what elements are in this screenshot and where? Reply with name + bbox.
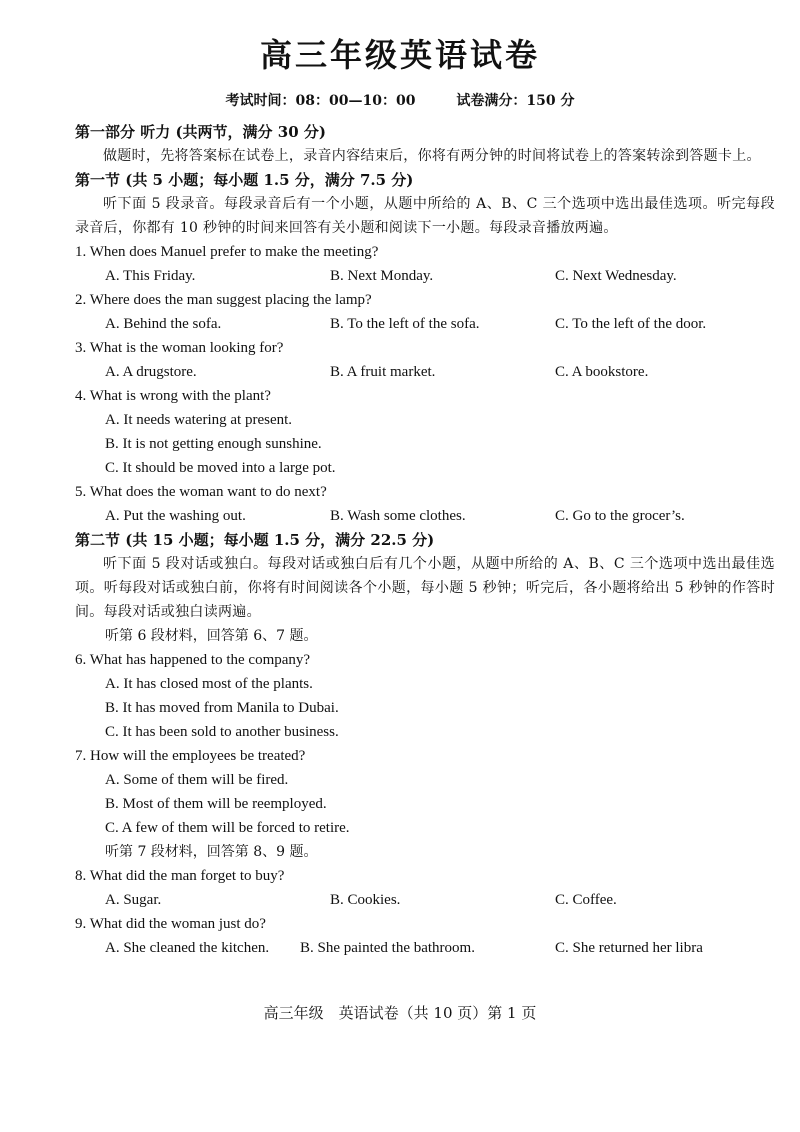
option-b: B. Cookies.: [330, 892, 401, 908]
option-a: A. Behind the sofa.: [105, 316, 222, 332]
question-9: 9. What did the woman just do?: [75, 916, 266, 932]
option-c: C. Coffee.: [555, 892, 617, 908]
option-c: C. To the left of the door.: [555, 316, 707, 332]
options-9: [75, 936, 775, 960]
option-a: A. Put the washing out.: [105, 508, 246, 524]
options-5: [75, 504, 775, 528]
question-7: 7. How will the employees be treated?: [75, 748, 306, 764]
part1-intro: 做题时，先将答案标在试卷上，录音内容结束后，你将有两分钟的时间将试卷上的答案转涂到答题卡上。: [103, 148, 761, 164]
option-b: B. Next Monday.: [330, 268, 434, 284]
exam-score: 试卷满分：150 分: [456, 93, 575, 109]
option-c: C. A bookstore.: [555, 364, 649, 380]
question-4: 4. What is wrong with the plant?: [75, 388, 271, 404]
options-1: [75, 264, 775, 288]
option-a: A. It has closed most of the plants.: [105, 676, 313, 692]
section2-intro: 听下面 5 段对话或独白。每段对话或独白后有几个小题，从题中所给的 A、B、C 三个选项中选出最佳选项。听每段对话或独白前，你将有时间阅读各个小题，每小题 5 秒钟；听完后，各小题将给出 5 秒钟的作答时间。每段对话或独白读两遍。: [75, 556, 775, 620]
question-8: 8. What did the man forget to buy?: [75, 868, 285, 884]
question-3: 3. What is the woman looking for?: [75, 340, 284, 356]
page-footer: 高三年级 英语试卷（共 10 页）第 1 页: [263, 1004, 537, 1022]
option-c: C. It should be moved into a large pot.: [105, 460, 336, 476]
option-b: B. Most of them will be reemployed.: [105, 796, 327, 812]
option-b: B. It is not getting enough sunshine.: [105, 436, 322, 452]
option-a: A. She cleaned the kitchen.: [105, 940, 270, 956]
material-note-7: 听第 7 段材料，回答第 8、9 题。: [105, 844, 318, 860]
question-6: 6. What has happened to the company?: [75, 652, 311, 668]
option-b: B. To the left of the sofa.: [330, 316, 480, 332]
question-5: 5. What does the woman want to do next?: [75, 484, 327, 500]
option-a: A. This Friday.: [105, 268, 196, 284]
option-a: A. It needs watering at present.: [105, 412, 293, 428]
section1-heading: 第一节 (共 5 小题；每小题 1.5 分，满分 7.5 分): [75, 171, 414, 189]
option-a: A. A drugstore.: [105, 364, 197, 380]
options-2: [75, 312, 775, 336]
option-b: B. Wash some clothes.: [330, 508, 466, 524]
option-c: C. It has been sold to another business.: [105, 724, 339, 740]
option-c: C. She returned her libra: [555, 940, 703, 956]
option-b: B. She painted the bathroom.: [300, 940, 475, 956]
question-2: 2. Where does the man suggest placing the lamp?: [75, 292, 372, 308]
section1-intro: 听下面 5 段录音。每段录音后有一个小题，从题中所给的 A、B、C 三个选项中选出最佳选项。听完每段录音后，你都有 10 秒钟的时间来回答有关小题和阅读下一小题。每段录音播放两遍。: [75, 196, 775, 236]
option-c: C. Next Wednesday.: [555, 268, 677, 284]
question-1: 1. When does Manuel prefer to make the meeting?: [75, 244, 379, 260]
material-note-6: 听第 6 段材料，回答第 6、7 题。: [105, 628, 318, 644]
section2-heading: 第二节 (共 15 小题；每小题 1.5 分，满分 22.5 分): [75, 531, 435, 549]
exam-meta: [0, 90, 800, 110]
page-title: 高三年级英语试卷: [259, 36, 540, 74]
exam-body: [75, 120, 775, 960]
option-c: C. Go to the grocer’s.: [555, 508, 685, 524]
option-b: B. It has moved from Manila to Dubai.: [105, 700, 339, 716]
options-3: [75, 360, 775, 384]
option-a: A. Sugar.: [105, 892, 162, 908]
option-b: B. A fruit market.: [330, 364, 436, 380]
exam-time: 考试时间：08：00—10：00: [225, 93, 416, 109]
options-8: [75, 888, 775, 912]
option-c: C. A few of them will be forced to retire.: [105, 820, 350, 836]
option-a: A. Some of them will be fired.: [105, 772, 289, 788]
part1-heading: 第一部分 听力 (共两节，满分 30 分): [75, 123, 326, 141]
